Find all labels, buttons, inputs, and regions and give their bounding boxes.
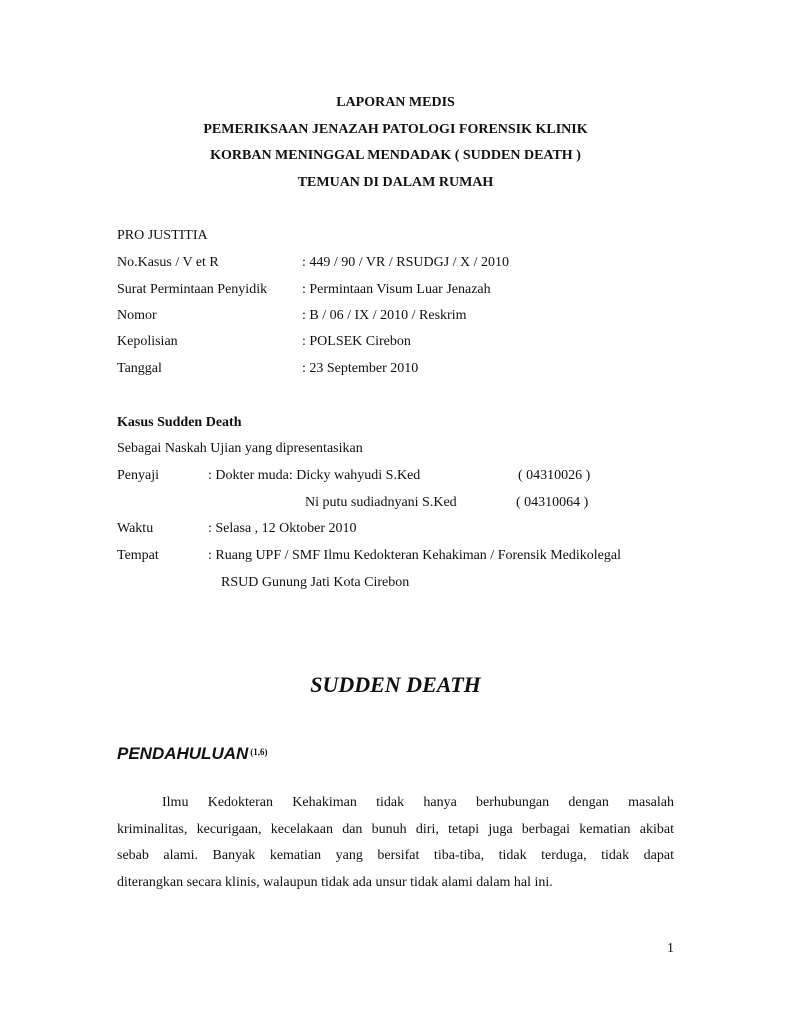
case-subtitle: Sebagai Naskah Ujian yang dipresentasikan <box>117 441 363 456</box>
paragraph-line: diterangkan secara klinis, walaupun tidak ada unsur tidak alami dalam hal ini. <box>117 875 553 890</box>
info-value: : Permintaan Visum Luar Jenazah <box>302 282 491 297</box>
info-value: : B / 06 / IX / 2010 / Reskrim <box>302 308 467 323</box>
paragraph-line: sebab alami. Banyak kematian yang bersifat tiba-tiba, tidak terduga, tidak dapat <box>117 848 674 863</box>
section-title: PENDAHULUAN <box>117 744 249 763</box>
header-line-1: LAPORAN MEDIS <box>336 95 455 110</box>
presenter-1-id: ( 04310026 ) <box>518 468 591 483</box>
pro-justitia: PRO JUSTITIA <box>117 228 208 243</box>
info-value: : 449 / 90 / VR / RSUDGJ / X / 2010 <box>302 255 510 270</box>
info-label: Nomor <box>117 308 157 323</box>
main-title: SUDDEN DEATH <box>310 672 481 697</box>
paragraph-line: kriminalitas, kecurigaan, kecelakaan dan bunuh diri, tetapi juga berbagai kematian akibat <box>117 822 674 837</box>
info-value: : 23 September 2010 <box>302 361 419 376</box>
page-number: 1 <box>667 941 674 956</box>
section-heading <box>117 744 268 764</box>
info-label: Tanggal <box>117 361 162 376</box>
place-value-line-1: : Ruang UPF / SMF Ilmu Kedokteran Kehakiman / Forensik Medikolegal <box>208 548 621 563</box>
place-label: Tempat <box>117 548 159 563</box>
presenter-2-name: Ni putu sudiadnyani S.Ked <box>305 495 457 510</box>
paragraph-line: Ilmu Kedokteran Kehakiman tidak hanya berhubungan dengan masalah <box>162 795 674 810</box>
place-value-line-2: RSUD Gunung Jati Kota Cirebon <box>221 575 410 590</box>
section-reference: (1,6) <box>250 747 268 757</box>
header-line-3: KORBAN MENINGGAL MENDADAK ( SUDDEN DEATH ) <box>210 148 581 163</box>
case-title: Kasus Sudden Death <box>117 415 242 430</box>
info-value: : POLSEK Cirebon <box>302 334 411 349</box>
time-value: : Selasa , 12 Oktober 2010 <box>208 521 357 536</box>
header-line-4: TEMUAN DI DALAM RUMAH <box>297 175 494 190</box>
time-label: Waktu <box>117 521 154 536</box>
presenter-label: Penyaji <box>117 468 159 483</box>
info-label: No.Kasus / V et R <box>117 255 219 270</box>
presenter-1-name: : Dokter muda: Dicky wahyudi S.Ked <box>208 468 421 483</box>
presenter-2-id: ( 04310064 ) <box>516 495 589 510</box>
info-label: Surat Permintaan Penyidik <box>117 282 268 297</box>
header-line-2: PEMERIKSAAN JENAZAH PATOLOGI FORENSIK KLINIK <box>203 122 588 137</box>
info-label: Kepolisian <box>117 334 178 349</box>
